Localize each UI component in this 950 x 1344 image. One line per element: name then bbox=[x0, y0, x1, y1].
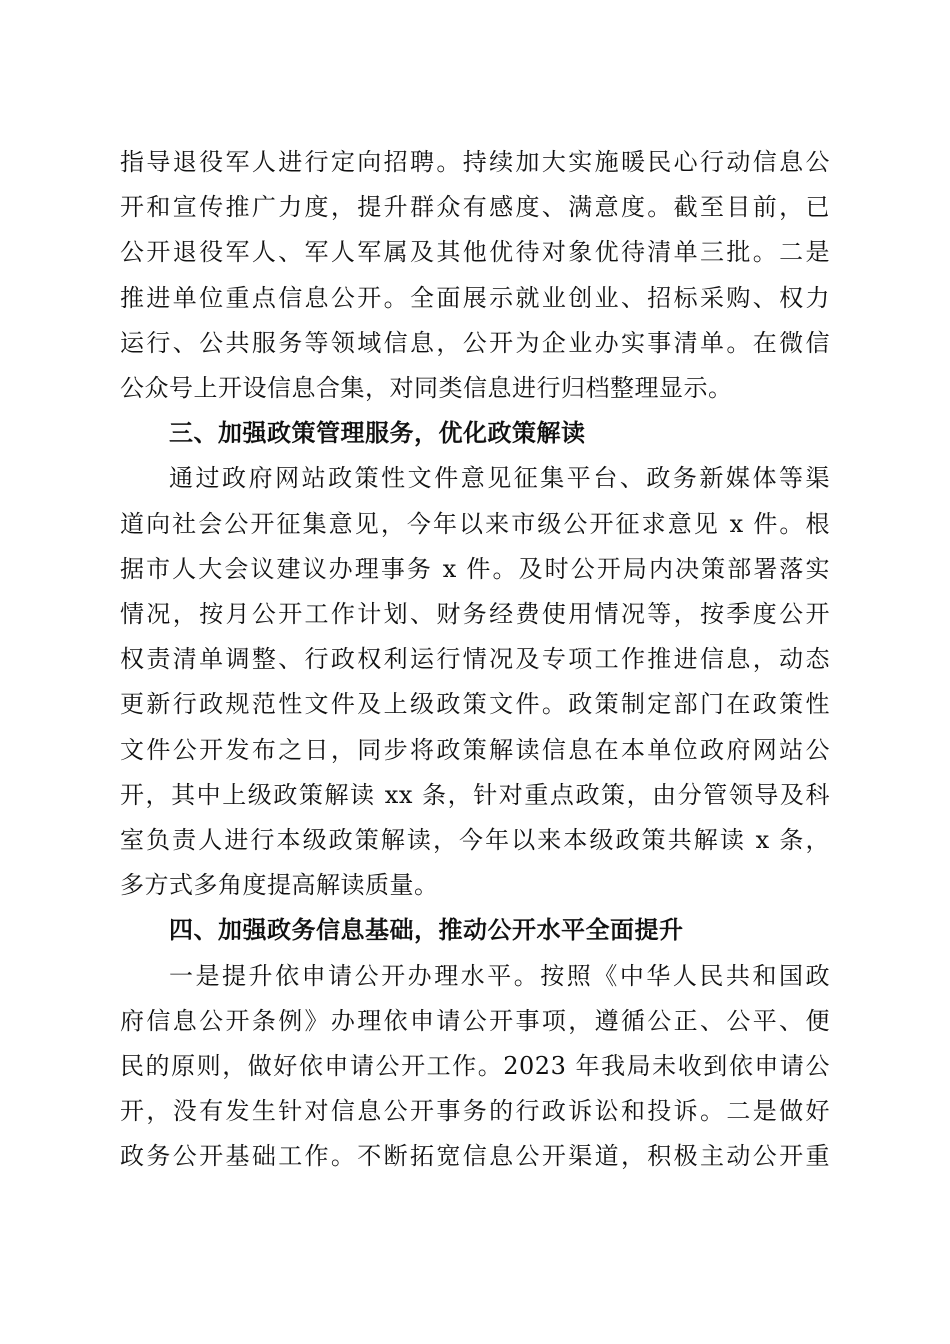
text-line: 开和宣传推广力度，提升群众有感度、满意度。截至目前，已 bbox=[120, 193, 830, 222]
text-line: 开，其中上级政策解读 xx 条，针对重点政策，由分管领导及科 bbox=[120, 780, 830, 809]
text-line: 室负责人进行本级政策解读，今年以来本级政策共解读 x 条， bbox=[120, 826, 830, 855]
text-line: 道向社会公开征集意见，今年以来市级公开征求意见 x 件。根 bbox=[120, 509, 830, 538]
text-line: 政务公开基础工作。不断拓宽信息公开渠道，积极主动公开重 bbox=[120, 1142, 830, 1171]
text-line: 文件公开发布之日，同步将政策解读信息在本单位政府网站公 bbox=[120, 735, 830, 764]
document-body bbox=[120, 140, 830, 1180]
text-line: 开，没有发生针对信息公开事务的行政诉讼和投诉。二是做好 bbox=[120, 1097, 830, 1126]
section-heading-4: 四、加强政务信息基础，推动公开水平全面提升 bbox=[169, 916, 684, 945]
text-line: 更新行政规范性文件及上级政策文件。政策制定部门在政策性 bbox=[120, 690, 830, 719]
text-line: 权责清单调整、行政权利运行情况及专项工作推进信息，动态 bbox=[120, 645, 830, 674]
paragraph-2 bbox=[120, 456, 830, 908]
text-line: 通过政府网站政策性文件意见征集平台、政务新媒体等渠 bbox=[169, 464, 830, 493]
section-heading-3: 三、加强政策管理服务，优化政策解读 bbox=[169, 419, 586, 448]
text-line: 情况，按月公开工作计划、财务经费使用情况等，按季度公开 bbox=[120, 600, 830, 629]
text-line: 指导退役军人进行定向招聘。持续加大实施暖民心行动信息公 bbox=[120, 148, 830, 176]
text-line: 运行、公共服务等领域信息，公开为企业办实事清单。在微信 bbox=[120, 328, 830, 357]
text-line: 府信息公开条例》办理依申请公开事项，遵循公正、公平、便 bbox=[120, 1006, 830, 1035]
text-line: 推进单位重点信息公开。全面展示就业创业、招标采购、权力 bbox=[120, 283, 830, 312]
text-line: 一是提升依申请公开办理水平。按照《中华人民共和国政 bbox=[169, 961, 830, 990]
paragraph-1 bbox=[120, 140, 830, 411]
text-line: 据市人大会议建议办理事务 x 件。及时公开局内决策部署落实 bbox=[120, 554, 830, 583]
text-line: 民的原则，做好依申请公开工作。2023 年我局未收到依申请公 bbox=[120, 1052, 830, 1081]
text-line: 公众号上开设信息合集，对同类信息进行归档整理显示。 bbox=[120, 374, 733, 403]
text-line: 公开退役军人、军人军属及其他优待对象优待清单三批。二是 bbox=[120, 238, 830, 267]
text-line: 多方式多角度提高解读质量。 bbox=[120, 871, 439, 900]
paragraph-3 bbox=[120, 954, 830, 1180]
